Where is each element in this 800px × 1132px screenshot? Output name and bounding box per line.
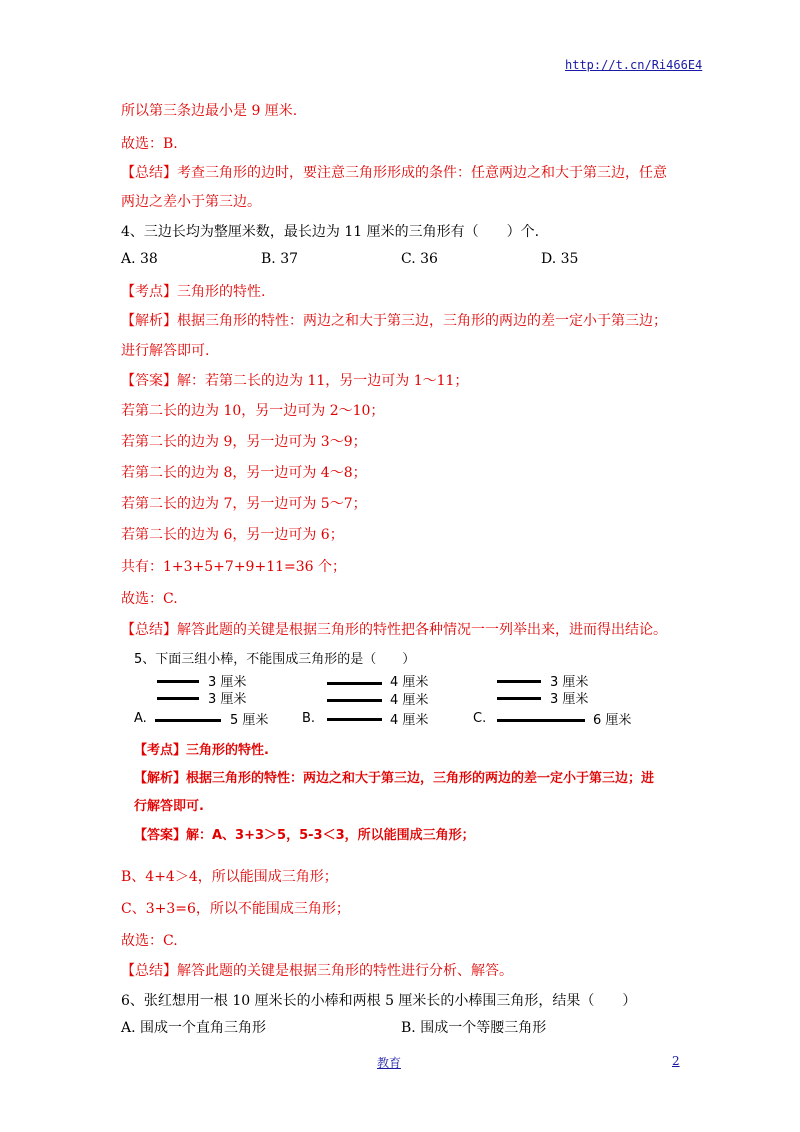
stick-c-1 <box>497 680 541 683</box>
header-url-link[interactable]: http://t.cn/Ri466E4 <box>565 58 703 72</box>
q5-answer-3: C、3+3=6，所以不能围成三角形； <box>121 901 350 917</box>
q4-kaodian: 【考点】三角形的特性. <box>121 284 266 300</box>
question-4: 4、三边长均为整厘米数，最长边为 11 厘米的三角形有（ ）个. <box>121 224 540 240</box>
question-6: 6、张红想用一根 10 厘米长的小棒和两根 5 厘米长的小棒围三角形，结果（ ） <box>121 993 637 1009</box>
stick-c-3 <box>497 719 585 722</box>
summary-line-1: 【总结】考查三角形的边时，要注意三角形形成的条件：任意两边之和大于第三边，任意 <box>121 165 667 181</box>
group-b-letter: B. <box>302 711 316 726</box>
q5-answer-2: B、4+4＞4，所以能围成三角形； <box>121 869 338 885</box>
footer-link[interactable]: 教育 <box>377 1056 402 1070</box>
q4-option-b: B. 37 <box>261 251 299 267</box>
q4-answer-line: 若第二长的边为 8，另一边可为 4～8； <box>121 465 367 481</box>
conclusion-line: 所以第三条边最小是 9 厘米. <box>121 103 298 119</box>
q4-jiexi-1: 【解析】根据三角形的特性：两边之和大于第三边，三角形的两边的差一定小于第三边； <box>121 313 667 329</box>
group-c-letter: C. <box>473 711 487 726</box>
q4-jiexi-2: 进行解答即可. <box>121 343 210 359</box>
q4-answer-line: 若第二长的边为 10，另一边可为 2～10； <box>121 403 385 419</box>
q4-option-a: A. 38 <box>121 251 158 267</box>
q5-jiexi-2: 行解答即可. <box>134 799 204 814</box>
stick-c-2-label: 3 厘米 <box>550 692 589 707</box>
stick-a-2 <box>157 697 199 700</box>
stick-b-3 <box>327 718 382 721</box>
stick-b-2 <box>327 699 382 702</box>
q4-option-d: D. 35 <box>541 251 579 267</box>
question-5: 5、下面三组小棒，不能围成三角形的是（ ） <box>134 652 416 667</box>
stick-b-3-label: 4 厘米 <box>390 713 429 728</box>
q4-answer-line: 若第二长的边为 7，另一边可为 5～7； <box>121 496 367 512</box>
stick-b-1 <box>327 682 382 685</box>
q6-option-a: A. 围成一个直角三角形 <box>121 1020 267 1036</box>
stick-b-2-label: 4 厘米 <box>390 693 429 708</box>
stick-c-3-label: 6 厘米 <box>593 713 632 728</box>
stick-a-3 <box>155 719 221 722</box>
q4-answer-line: 共有：1+3+5+7+9+11=36 个； <box>121 559 346 575</box>
q5-jiexi-1: 【解析】根据三角形的特性：两边之和大于第三边，三角形的两边的差一定小于第三边；进 <box>134 771 655 786</box>
summary-line-2: 两边之差小于第三边。 <box>121 194 261 210</box>
q4-answer-line: 【答案】解：若第二长的边为 11，另一边可为 1～11； <box>121 373 469 389</box>
stick-a-1 <box>157 680 199 683</box>
stick-c-2 <box>497 697 541 700</box>
q4-answer-line: 若第二长的边为 6，另一边可为 6； <box>121 527 344 543</box>
stick-a-1-label: 3 厘米 <box>208 675 247 690</box>
q4-answer-line: 故选：C. <box>121 591 178 607</box>
q5-answer-1: 【答案】解：A、3+3＞5，5-3＜3，所以能围成三角形； <box>134 828 475 843</box>
q6-option-b: B. 围成一个等腰三角形 <box>401 1020 547 1036</box>
group-a-letter: A. <box>134 711 147 726</box>
q5-answer-4: 故选：C. <box>121 933 178 949</box>
q4-answer-line: 若第二长的边为 9，另一边可为 3～9； <box>121 434 367 450</box>
stick-c-1-label: 3 厘米 <box>550 675 589 690</box>
q4-summary: 【总结】解答此题的关键是根据三角形的特性把各种情况一一列举出来，进而得出结论。 <box>121 622 667 638</box>
q4-option-c: C. 36 <box>401 251 438 267</box>
page-number[interactable]: 2 <box>672 1054 680 1068</box>
stick-a-3-label: 5 厘米 <box>230 713 269 728</box>
stick-a-2-label: 3 厘米 <box>208 692 247 707</box>
q5-summary: 【总结】解答此题的关键是根据三角形的特性进行分析、解答。 <box>121 963 513 979</box>
stick-b-1-label: 4 厘米 <box>390 675 429 690</box>
choice-line: 故选：B. <box>121 136 178 152</box>
q5-kaodian: 【考点】三角形的特性. <box>134 743 269 758</box>
